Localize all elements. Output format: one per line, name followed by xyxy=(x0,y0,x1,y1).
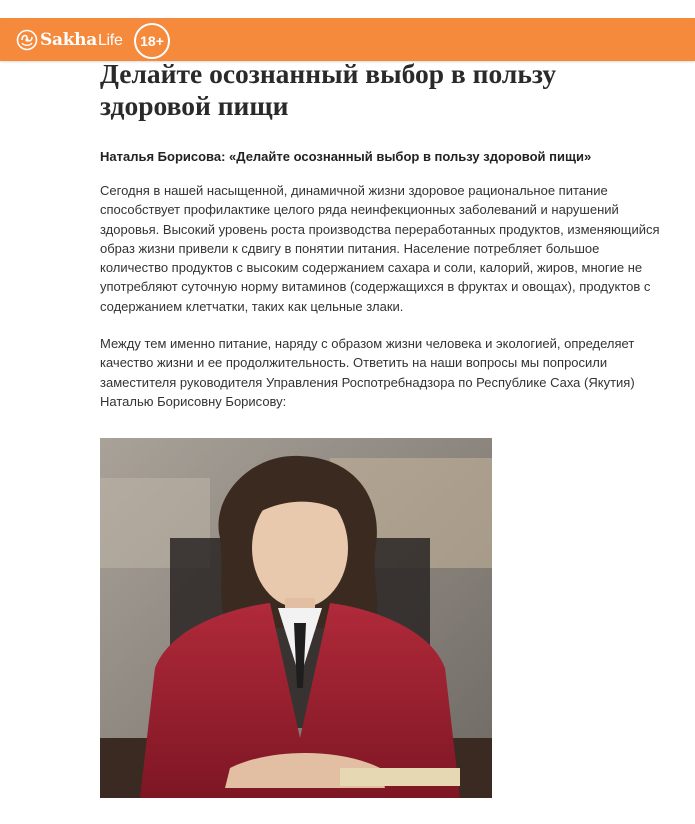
article-paragraph: Между тем именно питание, наряду с образом жизни человека и экологией, определяет качество жизни и ее продолжительность. Ответить на наши вопросы мы попросили заместителя руководителя Управления Роспотребнадзора по Республике Саха (Якутия) Наталью Борисовну Борисову: xyxy=(100,336,635,409)
logo-text-bold: Sakha xyxy=(40,30,97,50)
article-photo xyxy=(100,438,492,798)
article-lead: Наталья Борисова: «Делайте осознанный выбор в пользу здоровой пищи» xyxy=(100,149,592,164)
logo-wordmark xyxy=(40,30,123,50)
article-title: Делайте осознанный выбор в пользу здоровой пищи xyxy=(100,58,557,121)
site-logo[interactable] xyxy=(16,27,123,53)
age-rating-badge: 18+ xyxy=(134,23,170,59)
logo-text-light: Life xyxy=(97,32,123,49)
previous-content-strip xyxy=(0,0,695,18)
sakha-ornament-icon xyxy=(16,29,38,51)
portrait-illustration xyxy=(100,438,492,798)
site-header xyxy=(0,18,695,61)
article-paragraph: Сегодня в нашей насыщенной, динамичной жизни здоровое рациональное питание способствует профилактике целого ряда неинфекционных заболеваний и нарушений здоровья. Высокий уровень роста производства переработанных продуктов, изменяющийся образ жизни привели к сдвигу в понятии питания. Население потребляет большое количество продуктов с высоким содержанием сахара и соли, калорий, жиров, многие не употребляют суточную норму витаминов (содержащихся в фруктах и овощах), продуктов с содержанием клетчатки, таких как цельные злаки. xyxy=(100,183,660,314)
